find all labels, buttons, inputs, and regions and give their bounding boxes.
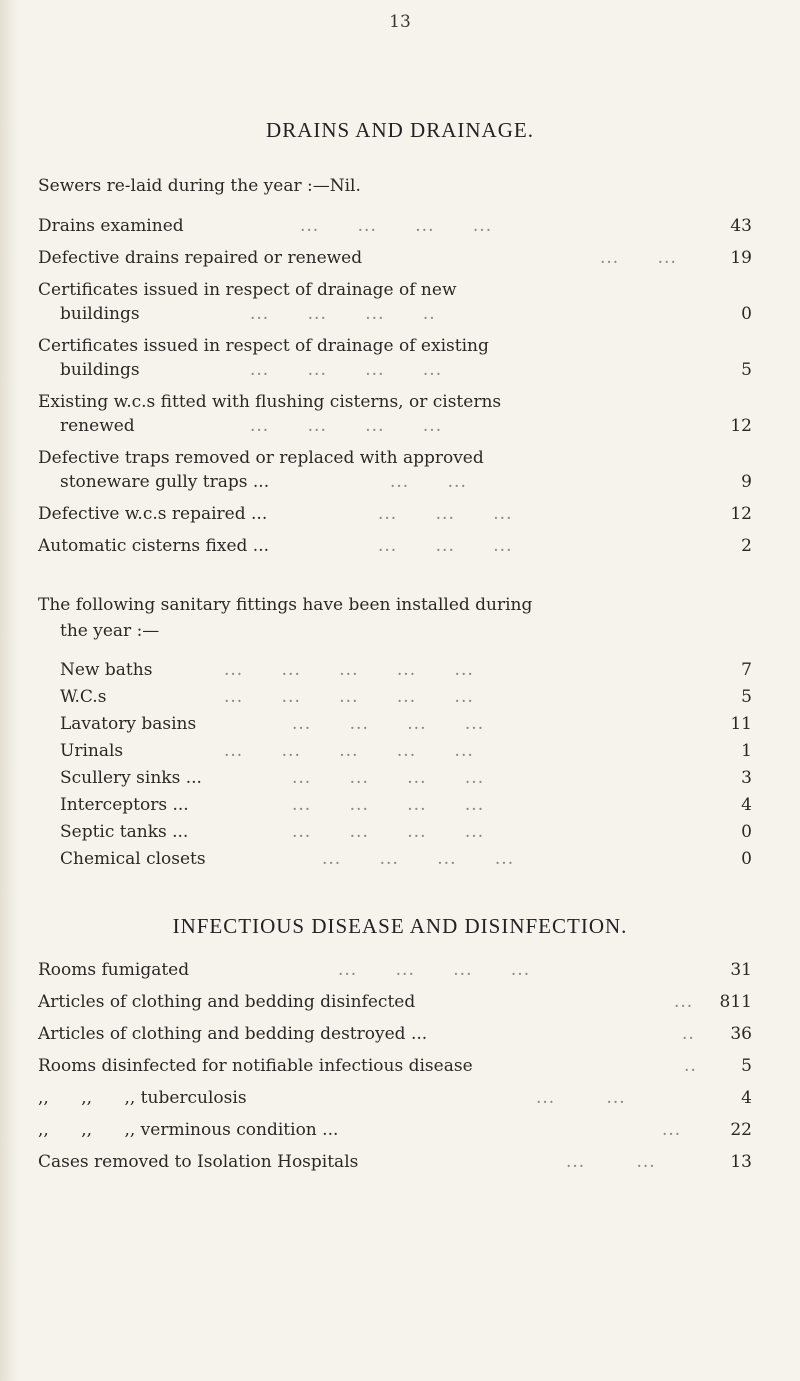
leader-dots: ... ... ... .. xyxy=(250,304,436,324)
drains-item-continuation xyxy=(60,472,752,496)
fittings-item-label: New baths xyxy=(60,660,153,680)
drains-item-label-cont: buildings xyxy=(60,360,140,380)
drains-item xyxy=(38,248,752,272)
drains-item-label-cont: buildings xyxy=(60,304,140,324)
infectious-item-label: Articles of clothing and bedding disinfected xyxy=(38,992,416,1012)
infectious-item-label: ,, ,, ,, tuberculosis xyxy=(38,1088,247,1108)
drains-item-continuation xyxy=(60,360,752,384)
drains-item xyxy=(38,536,752,560)
drains-item-value: 43 xyxy=(730,216,752,236)
fittings-item-label: Lavatory basins xyxy=(60,714,197,734)
infectious-item-value: 31 xyxy=(730,960,752,980)
drains-item-label: Existing w.c.s fitted with flushing cisterns, or cisterns xyxy=(38,392,502,412)
fittings-item xyxy=(60,795,752,819)
fittings-intro: The following sanitary fittings have been installed during xyxy=(38,595,533,615)
leader-dots: ... ... xyxy=(566,1152,656,1172)
leader-dots: ... ... xyxy=(600,248,677,268)
drains-item xyxy=(38,336,752,360)
infectious-item-value: 811 xyxy=(719,992,752,1012)
leader-dots: .. xyxy=(682,1024,695,1044)
drains-item-value: 12 xyxy=(730,416,752,436)
infectious-item xyxy=(38,1088,752,1112)
drains-item-value: 12 xyxy=(730,504,752,524)
fittings-item xyxy=(60,714,752,738)
leader-dots: ... ... ... ... ... xyxy=(224,687,474,707)
drains-heading: DRAINS AND DRAINAGE. xyxy=(266,118,534,142)
infectious-item-value: 36 xyxy=(730,1024,752,1044)
fittings-item-value: 1 xyxy=(741,741,752,761)
infectious-item xyxy=(38,1120,752,1144)
drains-item xyxy=(38,280,752,304)
fittings-item-value: 0 xyxy=(741,849,752,869)
infectious-item-value: 4 xyxy=(741,1088,752,1108)
fittings-item-value: 5 xyxy=(741,687,752,707)
leader-dots: ... ... ... ... xyxy=(322,849,515,869)
leader-dots: ... ... ... ... xyxy=(292,768,485,788)
leader-dots: ... ... ... ... xyxy=(338,960,531,980)
drains-item-label: Defective traps removed or replaced with approved xyxy=(38,448,484,468)
drains-item-continuation xyxy=(60,416,752,440)
leader-dots: .. xyxy=(684,1056,697,1076)
leader-dots: ... ... ... ... xyxy=(250,360,443,380)
drains-item-continuation xyxy=(60,304,752,328)
fittings-item xyxy=(60,768,752,792)
leader-dots: ... ... ... xyxy=(378,504,513,524)
page-number: 13 xyxy=(389,12,411,32)
page-edge xyxy=(0,0,18,1381)
leader-dots: ... xyxy=(674,992,694,1012)
fittings-item-value: 11 xyxy=(730,714,752,734)
fittings-item xyxy=(60,849,752,873)
infectious-item-label: Articles of clothing and bedding destroyed ... xyxy=(38,1024,428,1044)
fittings-item-label: W.C.s xyxy=(60,687,107,707)
infectious-item-label: Cases removed to Isolation Hospitals xyxy=(38,1152,359,1172)
leader-dots: ... ... ... ... xyxy=(292,714,485,734)
fittings-item xyxy=(60,660,752,684)
drains-item-label-cont: stoneware gully traps ... xyxy=(60,472,270,492)
drains-item-value: 0 xyxy=(741,304,752,324)
fittings-item-label: Septic tanks ... xyxy=(60,822,189,842)
fittings-item-value: 7 xyxy=(741,660,752,680)
drains-item-value: 19 xyxy=(730,248,752,268)
fittings-item xyxy=(60,822,752,846)
fittings-item xyxy=(60,741,752,765)
drains-item-value: 9 xyxy=(741,472,752,492)
leader-dots: ... xyxy=(662,1120,682,1140)
fittings-item xyxy=(60,687,752,711)
drains-item-label: Defective w.c.s repaired ... xyxy=(38,504,268,524)
drains-item xyxy=(38,216,752,240)
leader-dots: ... ... ... ... xyxy=(300,216,493,236)
leader-dots: ... ... ... xyxy=(378,536,513,556)
infectious-item-label: ,, ,, ,, verminous condition ... xyxy=(38,1120,339,1140)
infectious-item xyxy=(38,1024,752,1048)
drains-item-label: Certificates issued in respect of drainage of new xyxy=(38,280,457,300)
drains-item-label: Certificates issued in respect of drainage of existing xyxy=(38,336,489,356)
drains-item-label-cont: renewed xyxy=(60,416,135,436)
fittings-item-label: Scullery sinks ... xyxy=(60,768,202,788)
infectious-item-value: 13 xyxy=(730,1152,752,1172)
leader-dots: ... ... ... ... xyxy=(250,416,443,436)
infectious-item-value: 22 xyxy=(730,1120,752,1140)
infectious-item xyxy=(38,1056,752,1080)
drains-item-label: Defective drains repaired or renewed xyxy=(38,248,363,268)
infectious-item-label: Rooms disinfected for notifiable infectious disease xyxy=(38,1056,473,1076)
drains-item xyxy=(38,504,752,528)
drains-item-value: 2 xyxy=(741,536,752,556)
drains-item-value: 5 xyxy=(741,360,752,380)
drains-item-label: Automatic cisterns fixed ... xyxy=(38,536,270,556)
leader-dots: ... ... ... ... xyxy=(292,795,485,815)
fittings-item-value: 0 xyxy=(741,822,752,842)
infectious-item xyxy=(38,1152,752,1176)
infectious-item xyxy=(38,960,752,984)
infectious-item-value: 5 xyxy=(741,1056,752,1076)
sewers-text: Sewers re-laid during the year :—Nil. xyxy=(38,176,361,196)
fittings-item-label: Chemical closets xyxy=(60,849,206,869)
fittings-item-label: Interceptors ... xyxy=(60,795,189,815)
fittings-item-label: Urinals xyxy=(60,741,124,761)
leader-dots: ... ... ... ... ... xyxy=(224,741,474,761)
infectious-heading: INFECTIOUS DISEASE AND DISINFECTION. xyxy=(172,914,628,938)
leader-dots: ... ... ... ... ... xyxy=(224,660,474,680)
drains-item xyxy=(38,392,752,416)
infectious-item xyxy=(38,992,752,1016)
drains-item xyxy=(38,448,752,472)
fittings-item-value: 3 xyxy=(741,768,752,788)
fittings-item-value: 4 xyxy=(741,795,752,815)
leader-dots: ... ... ... ... xyxy=(292,822,485,842)
fittings-intro-cont: the year :— xyxy=(60,621,160,641)
leader-dots: ... ... xyxy=(390,472,467,492)
drains-item-label: Drains examined xyxy=(38,216,184,236)
leader-dots: ... ... xyxy=(536,1088,626,1108)
infectious-item-label: Rooms fumigated xyxy=(38,960,190,980)
